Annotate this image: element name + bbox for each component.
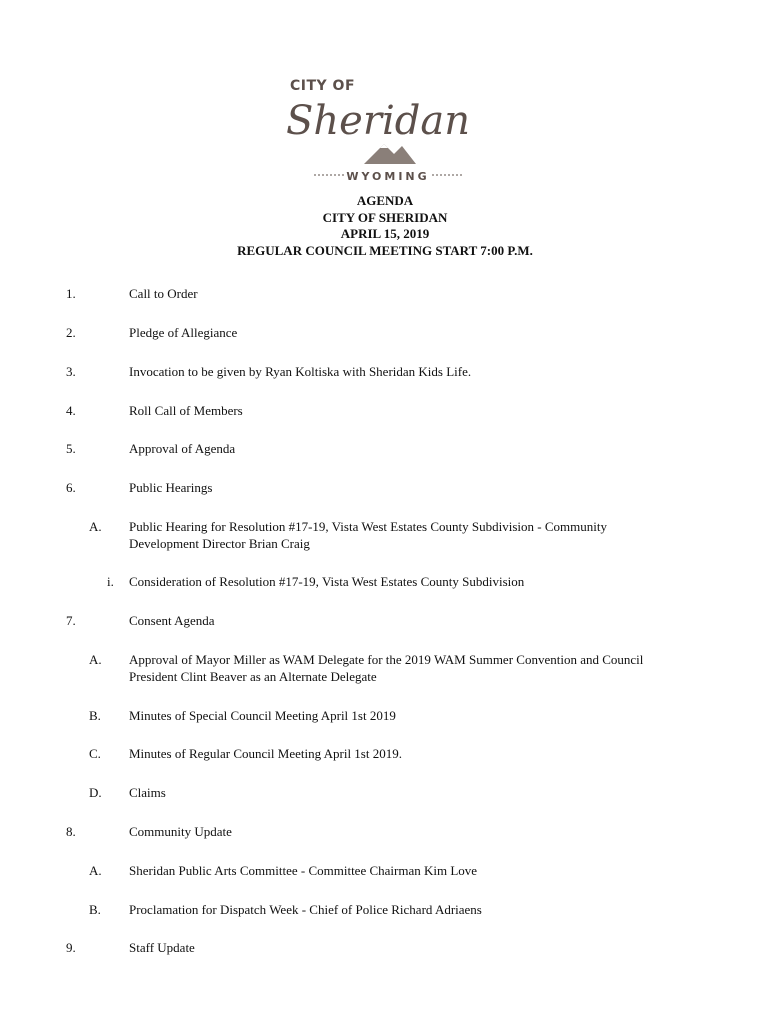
item-text: Claims <box>129 785 166 800</box>
item-number: A. <box>89 863 102 878</box>
city-logo <box>284 72 488 184</box>
item-text: Approval of Mayor Miller as WAM Delegate for the 2019 WAM Summer Convention and Council President Clint Beaver as an Alternate Delegate <box>129 652 644 684</box>
item-number: 3. <box>66 364 76 379</box>
item-text: Pledge of Allegiance <box>129 325 238 340</box>
item-number: B. <box>89 708 101 723</box>
agenda-heading <box>0 193 770 259</box>
item-text: Consent Agenda <box>129 613 215 628</box>
logo-city-of: CITY OF <box>290 78 356 94</box>
item-text: Call to Order <box>129 286 198 301</box>
agenda-city: CITY OF SHERIDAN <box>322 209 448 225</box>
item-text: Public Hearings <box>129 480 213 495</box>
agenda-meeting: REGULAR COUNCIL MEETING START 7:00 P.M. <box>237 242 533 258</box>
item-text: Minutes of Special Council Meeting April 1st 2019 <box>129 708 396 723</box>
agenda-date: APRIL 15, 2019 <box>340 226 430 241</box>
logo-wyoming: WYOMING <box>346 170 430 183</box>
item-number: 5. <box>66 441 76 456</box>
item-number: D. <box>89 785 102 800</box>
item-number: 6. <box>66 480 76 495</box>
item-text: Roll Call of Members <box>129 403 243 418</box>
item-number: A. <box>89 652 102 667</box>
item-number: 9. <box>66 940 76 955</box>
item-text: Sheridan Public Arts Committee - Committee Chairman Kim Love <box>129 863 478 878</box>
item-number: C. <box>89 746 101 761</box>
item-number: 8. <box>66 824 76 839</box>
item-number: B. <box>89 902 101 917</box>
item-number: 7. <box>66 613 76 628</box>
item-text: Community Update <box>129 824 232 839</box>
item-number: A. <box>89 519 102 534</box>
item-text: Invocation to be given by Ryan Koltiska with Sheridan Kids Life. <box>129 364 472 379</box>
item-text: Public Hearing for Resolution #17-19, Vista West Estates County Subdivision - Community Development Director Brian Craig <box>129 519 607 551</box>
agenda-title: AGENDA <box>356 193 414 208</box>
item-number: i. <box>107 574 114 589</box>
item-number: 2. <box>66 325 76 340</box>
logo-sheridan: Sheridan <box>286 98 470 144</box>
item-number: 4. <box>66 403 76 418</box>
item-text: Approval of Agenda <box>129 441 236 456</box>
item-text: Staff Update <box>129 940 195 955</box>
item-text: Minutes of Regular Council Meeting April 1st 2019. <box>129 746 402 761</box>
item-text: Consideration of Resolution #17-19, Vista West Estates County Subdivision <box>129 574 525 589</box>
mountain-icon <box>364 144 416 164</box>
item-text: Proclamation for Dispatch Week - Chief of Police Richard Adriaens <box>129 902 482 917</box>
item-number: 1. <box>66 286 76 301</box>
